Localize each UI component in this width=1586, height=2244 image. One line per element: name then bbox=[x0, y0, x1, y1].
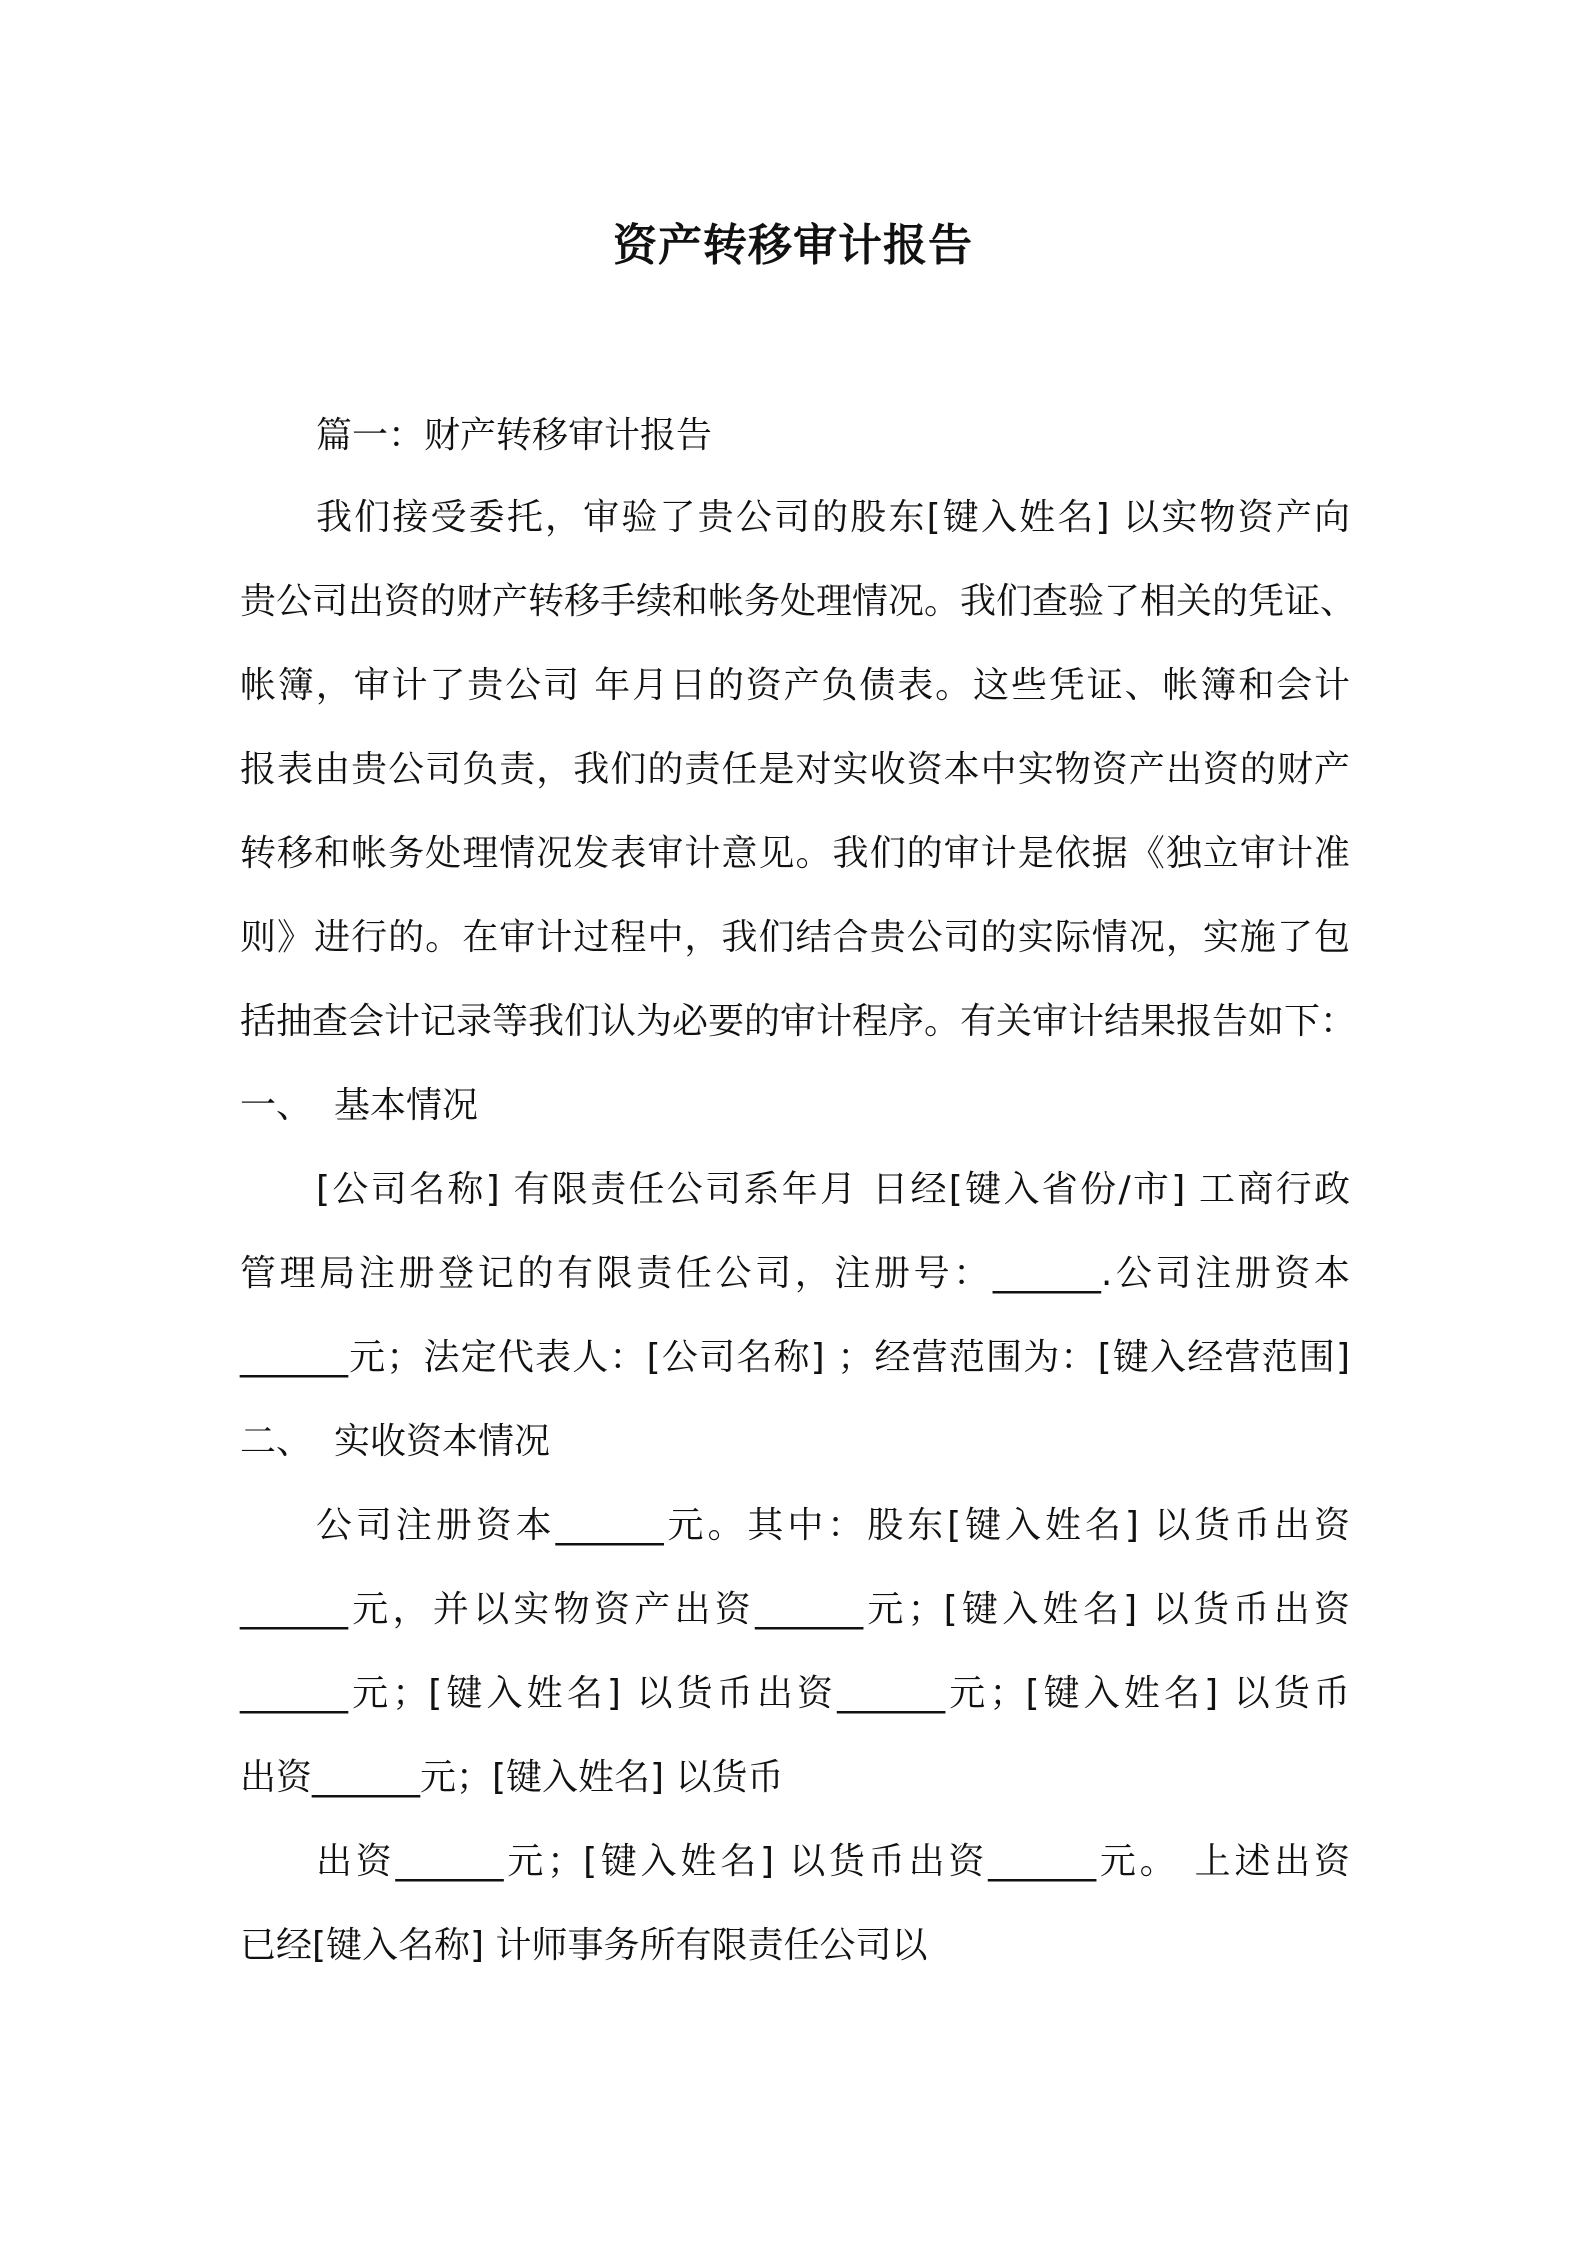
section-heading-basic-info bbox=[240, 1078, 478, 1134]
document-subtitle: 篇一：财产转移审计报告 bbox=[316, 415, 713, 456]
paragraph-line: 报表由贵公司负责，我们的责任是对实收资本中实物资产出资的财产 bbox=[240, 749, 1350, 790]
section-number: 一、 bbox=[240, 1085, 313, 1126]
section-heading-paid-capital bbox=[240, 1414, 550, 1470]
paragraph-line: 管理局注册登记的有限责任公司，注册号：______.公司注册资本 bbox=[240, 1253, 1350, 1294]
paragraph-line: [公司名称] 有限责任公司系年月 日经[键入省份/市] 工商行政 bbox=[316, 1169, 1350, 1210]
paragraph-line: ______元；法定代表人：[公司名称] ；经营范围为：[键入经营范围] bbox=[240, 1337, 1350, 1378]
paragraph-line: 则》进行的。在审计过程中，我们结合贵公司的实际情况，实施了包 bbox=[240, 917, 1350, 958]
paragraph-line: 出资______元；[键入姓名] 以货币 bbox=[240, 1757, 784, 1798]
paragraph-line: ______元，并以实物资产出资______元；[键入姓名] 以货币出资 bbox=[240, 1589, 1350, 1630]
section-number: 二、 bbox=[240, 1421, 313, 1462]
paragraph-line: 出资______元；[键入姓名] 以货币出资______元。 上述出资 bbox=[316, 1841, 1350, 1882]
paragraph-line: 公司注册资本______元。其中：股东[键入姓名] 以货币出资 bbox=[316, 1505, 1350, 1546]
paragraph-line: 贵公司出资的财产转移手续和帐务处理情况。我们查验了相关的凭证、 bbox=[240, 581, 1357, 622]
section-title: 基本情况 bbox=[334, 1085, 479, 1126]
paragraph-line: 已经[键入名称] 计师事务所有限责任公司以 bbox=[240, 1925, 928, 1966]
document-title: 资产转移审计报告 bbox=[613, 220, 973, 271]
paragraph-line: 转移和帐务处理情况发表审计意见。我们的审计是依据《独立审计准 bbox=[240, 833, 1350, 874]
paragraph-line: 帐簿，审计了贵公司 年月日的资产负债表。这些凭证、帐簿和会计 bbox=[240, 665, 1350, 706]
paragraph-line: 括抽查会计记录等我们认为必要的审计程序。有关审计结果报告如下： bbox=[240, 1001, 1357, 1042]
paragraph-line: ______元；[键入姓名] 以货币出资______元；[键入姓名] 以货币 bbox=[240, 1673, 1350, 1714]
section-title: 实收资本情况 bbox=[334, 1421, 551, 1462]
paragraph-line: 我们接受委托，审验了贵公司的股东[键入姓名] 以实物资产向 bbox=[316, 497, 1350, 538]
